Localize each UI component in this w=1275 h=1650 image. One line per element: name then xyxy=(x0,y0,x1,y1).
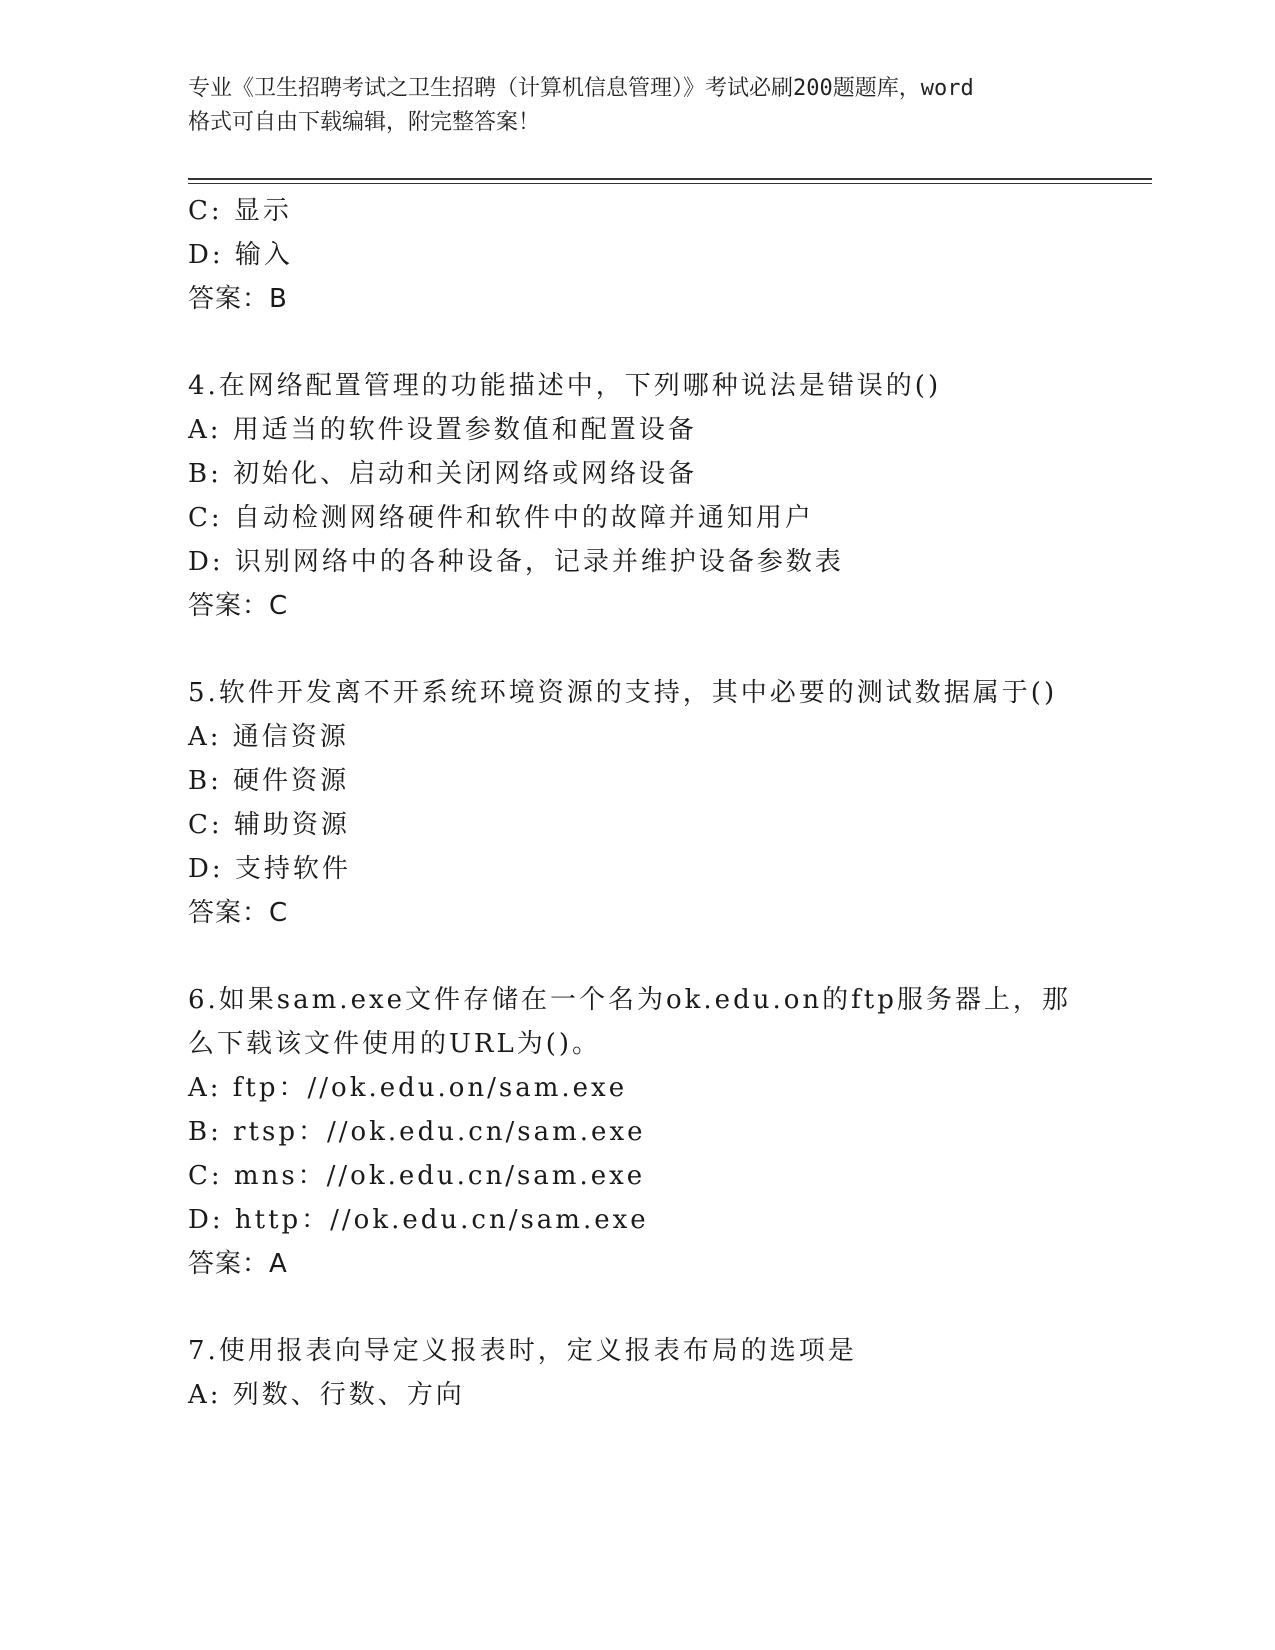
header-line-1: 专业《卫生招聘考试之卫生招聘（计算机信息管理）》考试必刷200题题库，word xyxy=(188,76,974,101)
q3-answer: 答案：B xyxy=(188,284,288,314)
q4-option-d: D: 识别网络中的各种设备，记录并维护设备参数表 xyxy=(188,547,844,577)
q6-question-line-1: 6.如果sam.exe文件存储在一个名为ok.edu.on的ftp服务器上，那 xyxy=(188,985,1071,1015)
q4-answer: 答案：C xyxy=(188,591,289,621)
q5-option-c: C: 辅助资源 xyxy=(188,810,350,840)
q6-answer: 答案：A xyxy=(188,1249,288,1279)
q5-answer: 答案：C xyxy=(188,898,289,928)
q4-option-b: B: 初始化、启动和关闭网络或网络设备 xyxy=(188,459,698,489)
q6-option-a: A: ftp：//ok.edu.on/sam.exe xyxy=(188,1073,628,1103)
q6-option-c: C: mns：//ok.edu.cn/sam.exe xyxy=(188,1161,646,1191)
q5-question: 5.软件开发离不开系统环境资源的支持，其中必要的测试数据属于() xyxy=(188,678,1058,708)
q5-option-d: D: 支持软件 xyxy=(188,854,351,884)
document-header xyxy=(188,72,1088,140)
q6-option-b: B: rtsp：//ok.edu.cn/sam.exe xyxy=(188,1117,646,1147)
q4-question: 4.在网络配置管理的功能描述中，下列哪种说法是错误的() xyxy=(188,371,942,401)
header-line-2: 格式可自由下载编辑，附完整答案！ xyxy=(188,110,541,135)
q6-question-line-2: 么下载该文件使用的URL为()。 xyxy=(188,1029,602,1059)
q4-option-c: C: 自动检测网络硬件和软件中的故障并通知用户 xyxy=(188,503,814,533)
q6-option-d: D: http：//ok.edu.cn/sam.exe xyxy=(188,1205,649,1235)
q3-option-d: D: 输入 xyxy=(188,240,293,270)
q5-option-b: B: 硬件资源 xyxy=(188,766,350,796)
q3-option-c: C: 显示 xyxy=(188,196,292,226)
q5-option-a: A: 通信资源 xyxy=(188,722,349,752)
q7-question: 7.使用报表向导定义报表时，定义报表布局的选项是 xyxy=(188,1336,857,1366)
header-divider xyxy=(188,178,1152,184)
q4-option-a: A: 用适当的软件设置参数值和配置设备 xyxy=(188,415,697,445)
q7-option-a: A: 列数、行数、方向 xyxy=(188,1380,465,1410)
